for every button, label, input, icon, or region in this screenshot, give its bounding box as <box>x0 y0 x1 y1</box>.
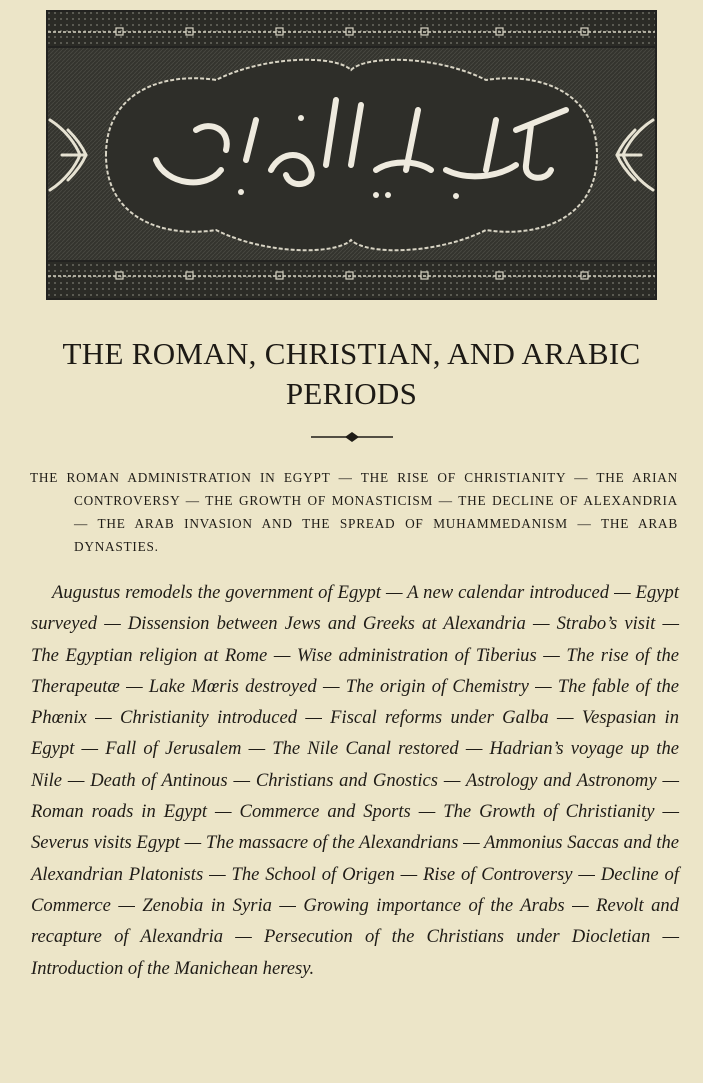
chapter-title: THE ROMAN, CHRISTIAN, AND ARABIC PERIODS <box>62 336 641 411</box>
arabic-calligraphy-banner-icon <box>46 10 657 300</box>
chapter-topics: THE ROMAN ADMINISTRATION IN EGYPT — THE RISE OF CHRISTIANITY — THE ARIAN CONTROVERSY — THE GROWTH OF MONASTICISM — THE DECLINE OF ALEXANDRIA — THE ARAB INVASION AND THE SPREAD OF MUHAMMEDANISM — THE ARAB DYNASTIES. <box>30 470 678 554</box>
chapter-synopsis: Augustus remodels the government of Egypt — A new calendar introduced — Egypt surveyed — Dissension between Jews and Greeks at Alexandria — Strabo’s visit — The Egyptian religion at Rome — Wise administration of Tiberius — The rise of the Therapeutæ — Lake Mœris destroyed — The origin of Chemistry — The fable of the Phœnix — Christianity introduced — Fiscal reforms under Galba — Vespasian in Egypt — Fall of Jerusalem — The Nile Canal restored — Hadrian’s voyage up the Nile — Death of Antinous — Christians and Gnostics — Astrology and Astronomy — Roman roads in Egypt — Commerce and Sports — The Growth of Christianity — Severus visits Egypt — The massacre of the Alexandrians — Ammonius Saccas and the Alexandrian Platonists — The School of Origen — Rise of Controversy — Decline of Commerce — Zenobia in Syria — Growing importance of the Arabs — Revolt and recapture of Alexandria — Persecution of the Christians under Diocletian — Introduction of the Manichean heresy. <box>31 582 679 979</box>
title-divider-ornament-icon <box>311 429 393 445</box>
